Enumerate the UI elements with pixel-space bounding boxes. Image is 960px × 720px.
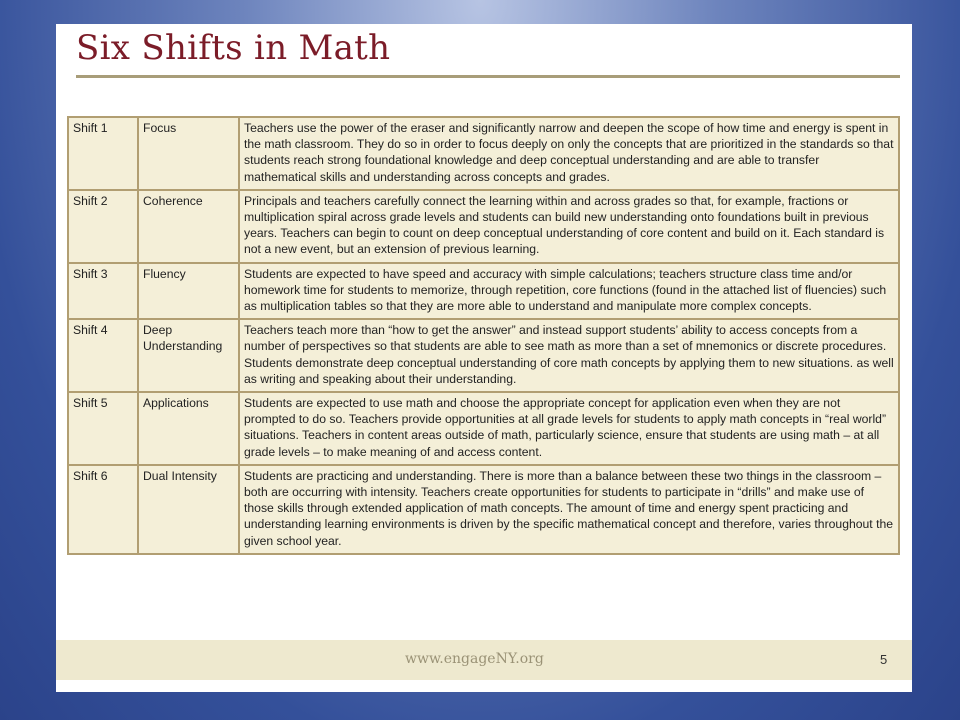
shift-description: Teachers teach more than “how to get the answer” and instead support students’ ability to access concepts from a number of perspectives so that students are able to see math as more than a set of mnemonics or discrete procedures. Students demonstrate deep conceptual understanding of core math concepts by applying them to new situations. as well as writing and speaking about their understanding. [239, 319, 899, 392]
page-number: 5 [880, 652, 888, 667]
shift-number: Shift 2 [68, 190, 138, 263]
shift-name: Deep Understanding [138, 319, 239, 392]
slide [56, 24, 912, 692]
shift-name: Focus [138, 117, 239, 190]
shift-number: Shift 1 [68, 117, 138, 190]
shift-number: Shift 4 [68, 319, 138, 392]
shift-name: Fluency [138, 263, 239, 320]
shifts-table [67, 116, 900, 555]
slide-footer [56, 640, 912, 680]
shift-description: Principals and teachers carefully connect the learning within and across grades so that, for example, fractions or multiplication spiral across grade levels and students can build new understanding onto foundations built in previous years. Teachers can begin to count on deep conceptual understanding of core content and build on it. Each standard is not a new event, but an extension of previous learning. [239, 190, 899, 263]
table-row [68, 263, 899, 320]
title-divider [76, 75, 900, 78]
table-row [68, 392, 899, 465]
shift-description: Students are expected to have speed and accuracy with simple calculations; teachers structure class time and/or homework time for students to memorize, through repetition, core functions (found in the attached list of fluencies) such as multiplication tables so that they are more able to understand and manipulate more complex concepts. [239, 263, 899, 320]
shift-name: Dual Intensity [138, 465, 239, 554]
shift-name: Applications [138, 392, 239, 465]
table-row [68, 319, 899, 392]
footer-url: www.engageNY.org [405, 651, 544, 667]
slide-title: Six Shifts in Math [76, 28, 391, 68]
table-row [68, 190, 899, 263]
shift-name: Coherence [138, 190, 239, 263]
shift-number: Shift 5 [68, 392, 138, 465]
shift-number: Shift 6 [68, 465, 138, 554]
shift-number: Shift 3 [68, 263, 138, 320]
table-row [68, 117, 899, 190]
shift-description: Students are expected to use math and choose the appropriate concept for application even when they are not prompted to do so. Teachers provide opportunities at all grade levels for students to apply math concepts in “real world” situations. Teachers in content areas outside of math, particularly science, ensure that students are using math – at all grade levels – to make meaning of and access content. [239, 392, 899, 465]
shift-description: Students are practicing and understanding. There is more than a balance between these two things in the classroom – both are occurring with intensity. Teachers create opportunities for students to participate in “drills” and make use of those skills through extended application of math concepts. The amount of time and energy spent practicing and understanding learning environments is driven by the specific mathematical concept and therefore, varies throughout the given school year. [239, 465, 899, 554]
shift-description: Teachers use the power of the eraser and significantly narrow and deepen the scope of how time and energy is spent in the math classroom. They do so in order to focus deeply on only the concepts that are prioritized in the standards so that students reach strong foundational knowledge and deep conceptual understanding and are able to transfer mathematical skills and understanding across concepts and grades. [239, 117, 899, 190]
table-row [68, 465, 899, 554]
